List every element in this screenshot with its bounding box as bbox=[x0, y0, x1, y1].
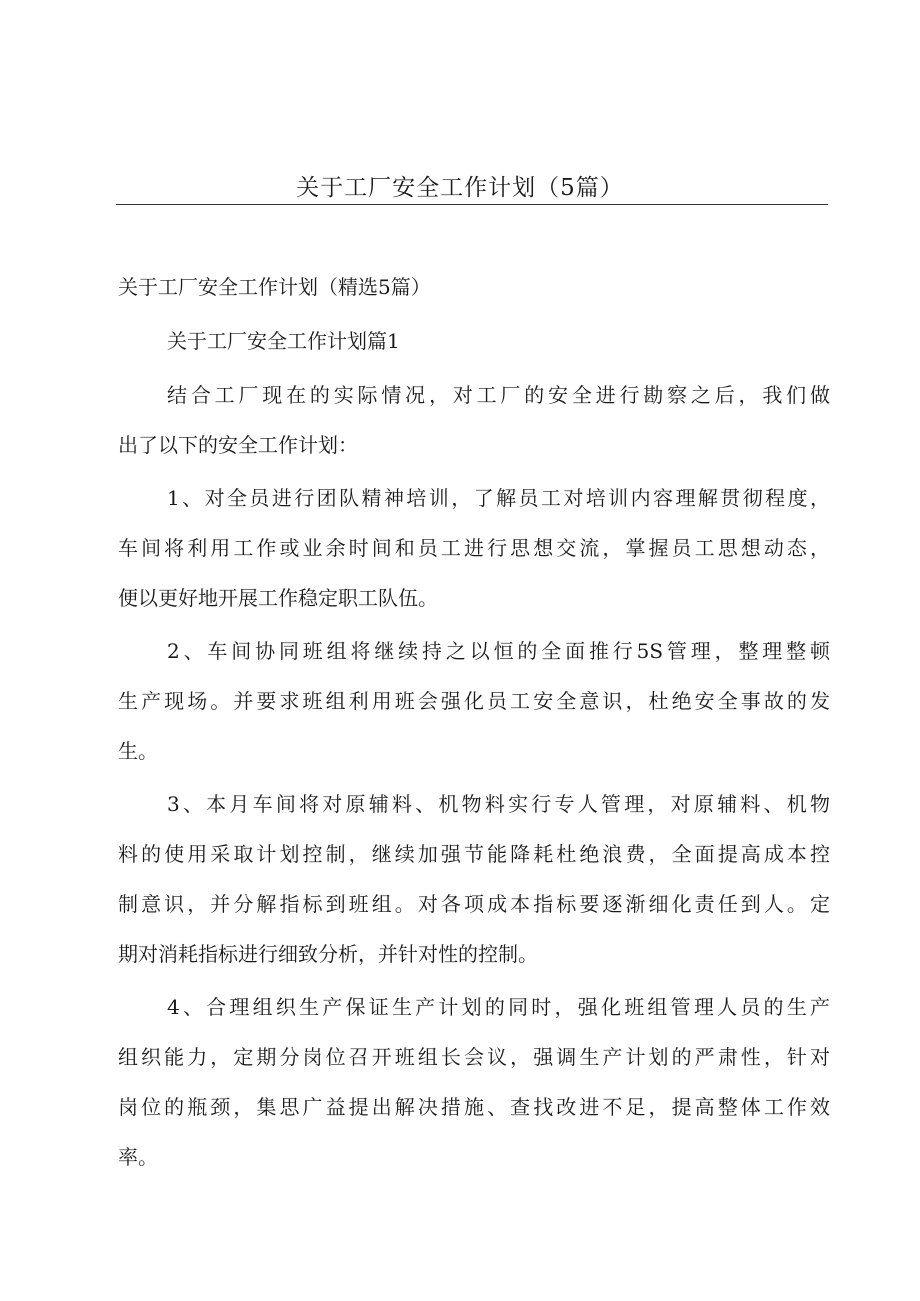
paragraph-line: 料的使用采取计划控制，继续加强节能降耗杜绝浪费，全面提高成本控 bbox=[118, 842, 830, 866]
paragraph-line: 便以更好地开展工作稳定职工队伍。 bbox=[118, 586, 438, 610]
paragraph-line: 生产现场。并要求班组利用班会强化员工安全意识，杜绝安全事故的发 bbox=[118, 689, 830, 713]
section-heading: 关于工厂安全工作计划篇1 bbox=[167, 329, 400, 353]
paragraph-line: 3、本月车间将对原辅料、机物料实行专人管理，对原辅料、机物 bbox=[167, 792, 830, 816]
document-body bbox=[118, 272, 830, 1172]
title-underline bbox=[116, 204, 828, 205]
paragraph-line: 期对消耗指标进行细致分析，并针对性的控制。 bbox=[118, 942, 538, 966]
paragraph-item-2 bbox=[118, 636, 830, 766]
paragraph-line: 车间将利用工作或业余时间和员工进行思想交流，掌握员工思想动态， bbox=[118, 536, 830, 560]
paragraph-line: 岗位的瓶颈，集思广益提出解决措施、查找改进不足，提高整体工作效 bbox=[118, 1095, 830, 1119]
paragraph-item-3 bbox=[118, 789, 830, 969]
paragraph-line: 组织能力，定期分岗位召开班组长会议，强调生产计划的严肃性，针对 bbox=[118, 1045, 830, 1069]
paragraph-line: 1、对全员进行团队精神培训，了解员工对培训内容理解贯彻程度， bbox=[167, 486, 830, 510]
paragraph-item-1 bbox=[118, 483, 830, 613]
document-title: 关于工厂安全工作计划（5篇） bbox=[296, 175, 624, 201]
paragraph-line: 生。 bbox=[118, 739, 158, 763]
paragraph-item-4 bbox=[118, 992, 830, 1172]
paragraph-line: 出了以下的安全工作计划： bbox=[118, 433, 358, 457]
document-subtitle: 关于工厂安全工作计划（精选5篇） bbox=[118, 275, 431, 299]
paragraph-line: 2、车间协同班组将继续持之以恒的全面推行5S管理，整理整顿 bbox=[167, 639, 830, 663]
paragraph-line: 率。 bbox=[118, 1145, 158, 1169]
paragraph-line: 结合工厂现在的实际情况，对工厂的安全进行勘察之后，我们做 bbox=[167, 383, 830, 407]
paragraph-line: 制意识，并分解指标到班组。对各项成本指标要逐渐细化责任到人。定 bbox=[118, 892, 830, 916]
paragraph-line: 4、合理组织生产保证生产计划的同时，强化班组管理人员的生产 bbox=[167, 995, 830, 1019]
paragraph-intro bbox=[118, 380, 830, 460]
